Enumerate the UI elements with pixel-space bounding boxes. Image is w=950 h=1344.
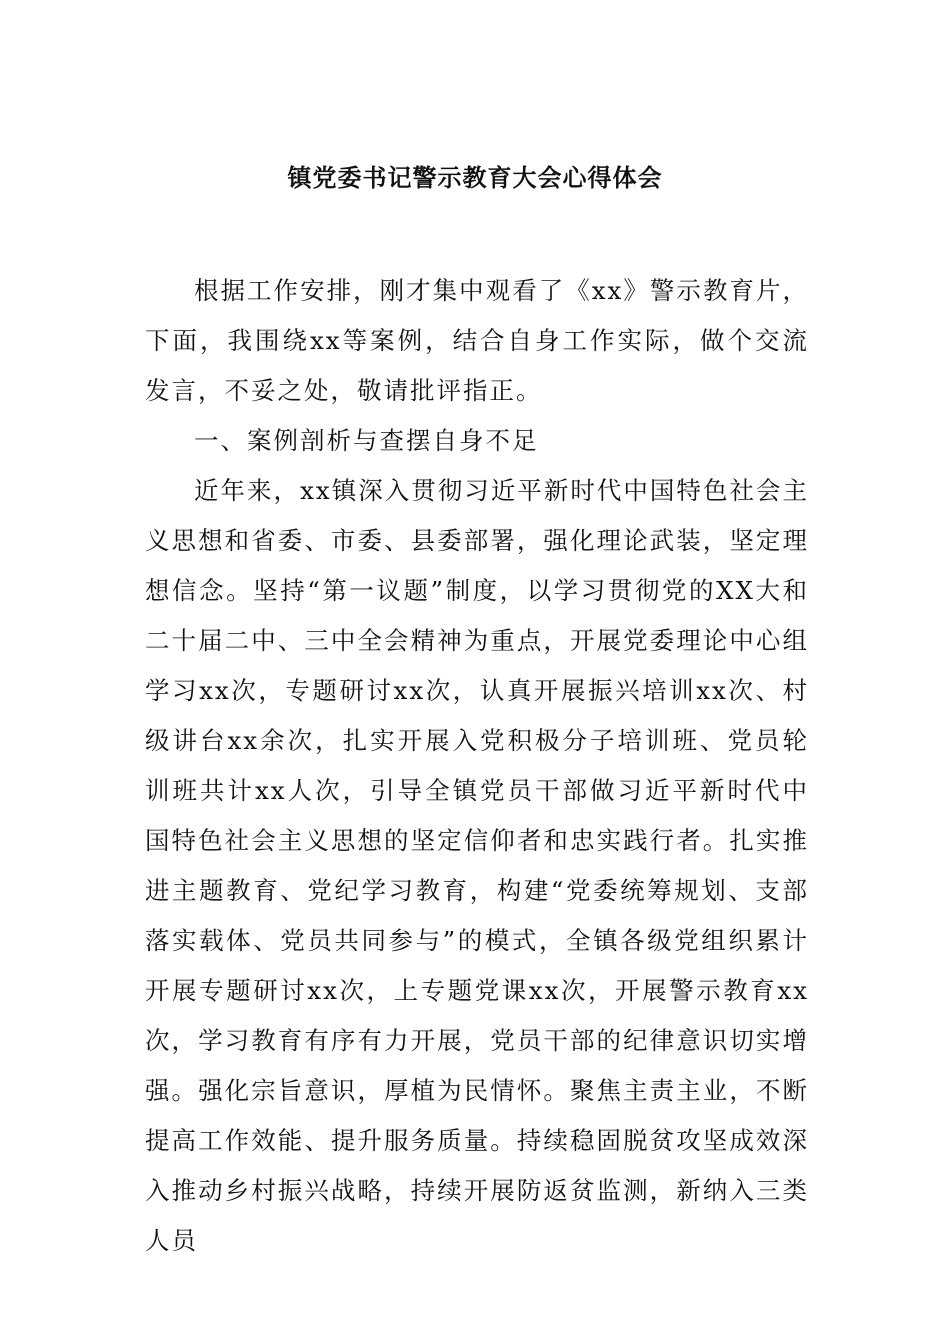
section-heading: 一、案例剖析与查摆自身不足 <box>194 426 539 455</box>
document-title: 镇党委书记警示教育大会心得体会 <box>287 163 663 192</box>
document-body <box>145 266 809 1266</box>
body-paragraph: 近年来，xx镇深入贯彻习近平新时代中国特色社会主义思想和省委、市委、县委部署，强化理论武装，坚定理想信念。坚持“第一议题”制度，以学习贯彻党的XX大和二十届二中、三中全会精神为重点，开展党委理论中心组学习xx次，专题研讨xx次，认真开展振兴培训xx次、村级讲台xx余次，扎实开展入党积极分子培训班、党员轮训班共计xx人次，引导全镇党员干部做习近平新时代中国特色社会主义思想的坚定信仰者和忠实践行者。扎实推进主题教育、党纪学习教育，构建“党委统筹规划、支部落实载体、党员共同参与”的模式，全镇各级党组织累计开展专题研讨xx次，上专题党课xx次，开展警示教育xx次，学习教育有序有力开展，党员干部的纪律意识切实增强。强化宗旨意识，厚植为民情怀。聚焦主责主业，不断提高工作效能、提升服务质量。持续稳固脱贫攻坚成效深入推动乡村振兴战略，持续开展防返贫监测，新纳入三类人员 <box>145 476 809 1255</box>
intro-paragraph: 根据工作安排，刚才集中观看了《xx》警示教育片，下面，我围绕xx等案例，结合自身工作实际，做个交流发言，不妥之处，敬请批评指正。 <box>145 276 809 405</box>
